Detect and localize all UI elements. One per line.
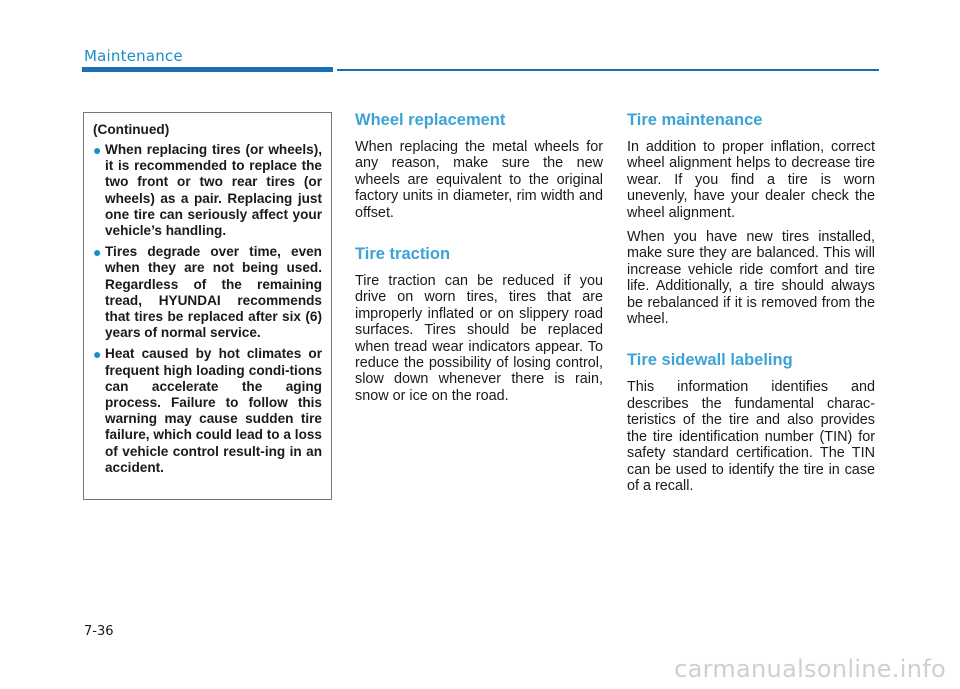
warning-list: [93, 142, 322, 476]
header-rule-thick: [82, 67, 333, 72]
tire-sidewall-body: This information identifies and describes the fundamental charac-teristics of the tire and also provides the tire identification number (TIN) for safety standard certification. The TIN can be used to identify the tire in case of a recall.: [627, 379, 875, 494]
warning-item-text: Tires degrade over time, even when they are not being used. Regardless of the remaining tread, HYUNDAI recommends that tires be replaced after six (6) years of normal service.: [105, 244, 322, 341]
tire-traction-heading: Tire traction: [355, 245, 451, 264]
tire-maintenance-body-2: When you have new tires installed, make sure they are balanced. This will increase vehicle ride comfort and tire life. Additionally, a tire should always be rebalanced if it is removed from the wheel.: [627, 229, 875, 328]
tire-maintenance-heading: Tire maintenance: [627, 111, 763, 129]
continued-label: (Continued): [93, 122, 170, 137]
header-rule-thin: [337, 69, 879, 71]
tire-traction-body: Tire traction can be reduced if you drive on worn tires, tires that are improperly inflated or on slippery road surfaces. Tires should be replaced when tread wear indicators appear. To reduce the possibility of losing control, slow down whenever there is rain, snow or ice on the road.: [355, 273, 603, 404]
warning-item-text: When replacing tires (or wheels), it is recommended to replace the two front or two rear tires (or wheels) as a pair. Replacing just one tire can seriously affect your vehicle’s handling.: [105, 142, 322, 239]
page-number: 7-36: [84, 624, 114, 639]
right-column: [627, 111, 875, 502]
watermark: carmanualsonline.info: [674, 655, 946, 683]
warning-item-text: Heat caused by hot climates or frequent high loading condi-tions can accelerate the aging process. Failure to follow this warning may cause sudden tire failure, which could lead to a loss of vehicle control result-ing in an accident.: [105, 346, 322, 475]
tire-sidewall-heading: Tire sidewall labeling: [627, 351, 793, 370]
warning-item: [93, 346, 322, 476]
bullet-icon: ●: [93, 244, 102, 261]
bullet-icon: ●: [93, 346, 102, 363]
bullet-icon: ●: [93, 142, 102, 158]
tire-maintenance-body-1: In addition to proper inflation, correct wheel alignment helps to decrease tire wear. If you find a tire is worn unevenly, have your dealer check the wheel alignment.: [627, 139, 875, 221]
warning-box: [83, 112, 332, 500]
middle-column: [355, 111, 603, 412]
section-title: Maintenance: [84, 47, 183, 65]
warning-item: [93, 244, 322, 341]
warning-item: [93, 142, 322, 239]
wheel-replacement-body: When replacing the metal wheels for any reason, make sure the new wheels are equivalent to the original factory units in diameter, rim width and offset.: [355, 139, 603, 221]
wheel-replacement-heading: Wheel replacement: [355, 111, 506, 129]
